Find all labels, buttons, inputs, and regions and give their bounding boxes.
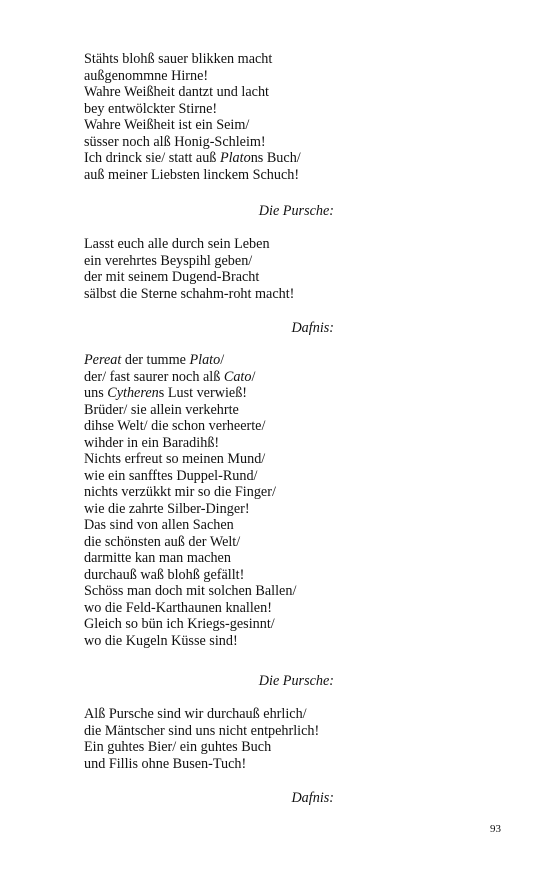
speaker-heading: Die Pursche: xyxy=(258,673,334,689)
verse-line: Ein guhtes Bier/ ein guhtes Buch xyxy=(84,739,272,755)
verse-line: Wahre Weißheit dantzt und lacht xyxy=(84,84,269,100)
verse-line: dihse Welt/ die schon verheerte/ xyxy=(84,418,266,434)
verse-line: Gleich so bün ich Kriegs-gesinnt/ xyxy=(84,616,275,632)
speaker-heading: Dafnis: xyxy=(291,320,334,336)
poem-stanza xyxy=(84,236,374,302)
verse-line: Lasst euch alle durch sein Leben xyxy=(84,236,270,252)
verse-line: Ich drinck sie/ statt auß Platons Buch/ xyxy=(84,150,301,166)
verse-line: der mit seinem Dugend-Bracht xyxy=(84,269,260,285)
verse-line: Das sind von allen Sachen xyxy=(84,517,234,533)
verse-line: Wahre Weißheit ist ein Seim/ xyxy=(84,117,250,133)
verse-line: außgenommne Hirne! xyxy=(84,67,209,84)
speaker-heading: Die Pursche: xyxy=(258,203,334,219)
verse-line: wie ein sanfftes Duppel-Rund/ xyxy=(84,467,258,484)
verse-line: darmitte kan man machen xyxy=(84,550,231,566)
name-plato: Plato xyxy=(219,150,251,166)
speaker-heading: Dafnis: xyxy=(291,790,334,806)
verse-line: Schöss man doch mit solchen Ballen/ xyxy=(84,583,297,599)
verse-line: und Fillis ohne Busen-Tuch! xyxy=(84,755,247,772)
poem-stanza xyxy=(84,352,374,649)
verse-line: Nichts erfreut so meinen Mund/ xyxy=(84,451,266,467)
verse-line: auß meiner Liebsten linckem Schuch! xyxy=(84,166,300,183)
verse-line: Pereat der tumme Plato/ xyxy=(84,352,225,368)
verse-line: uns Cytherens Lust verwieß! xyxy=(84,385,248,401)
verse-line: die Mäntscher sind uns nicht entpehrlich! xyxy=(84,722,320,739)
poem-stanza xyxy=(84,51,374,183)
verse-line: ein verehrtes Beyspihl geben/ xyxy=(84,252,253,269)
verse-line: wo die Kugeln Küsse sind! xyxy=(84,632,238,649)
verse-line: Brüder/ sie allein verkehrte xyxy=(84,401,239,418)
verse-line: wihder in ein Baradihß! xyxy=(84,434,220,451)
verse-line: Alß Pursche sind wir durchauß ehrlich/ xyxy=(84,706,307,722)
verse-line: süsser noch alß Honig-Schleim! xyxy=(84,133,266,150)
verse-line: die schönsten auß der Welt/ xyxy=(84,533,241,550)
page-number: 93 xyxy=(490,823,501,835)
verse-line: durchauß waß blohß gefällt! xyxy=(84,566,245,583)
verse-line: nichts verzükkt mir so die Finger/ xyxy=(84,484,276,500)
verse-line: wo die Feld-Karthaunen knallen! xyxy=(84,599,272,616)
verse-line: sälbst die Sterne schahm-roht macht! xyxy=(84,285,295,302)
verse-line: Stähts blohß sauer blikken macht xyxy=(84,51,273,67)
verse-line: bey entwölckter Stirne! xyxy=(84,100,218,117)
poem-stanza xyxy=(84,706,374,772)
verse-line: der/ fast saurer noch alß Cato/ xyxy=(84,368,256,385)
verse-line: wie die zahrte Silber-Dinger! xyxy=(84,500,250,517)
